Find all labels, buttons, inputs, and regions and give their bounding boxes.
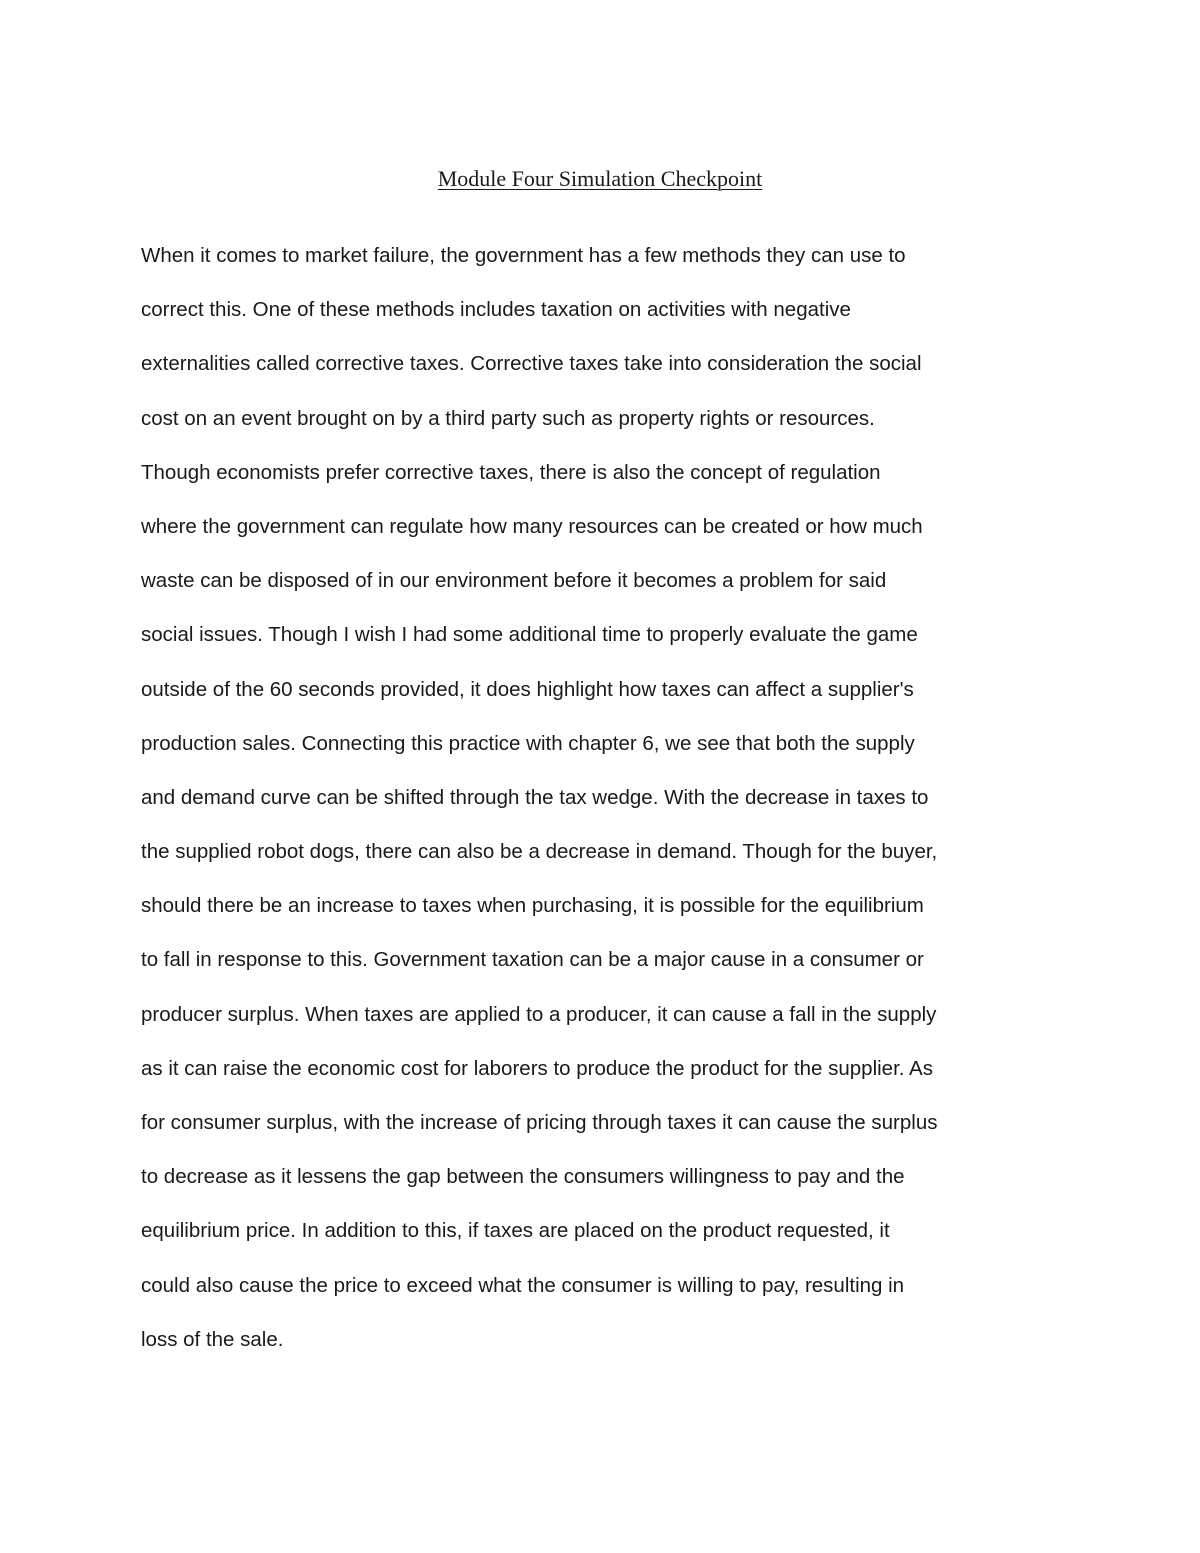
paragraph-line: to fall in response to this. Government taxation can be a major cause in a consumer or (141, 948, 924, 972)
document-title: Module Four Simulation Checkpoint (437, 166, 763, 191)
paragraph-line: the supplied robot dogs, there can also be a decrease in demand. Though for the buyer, (141, 840, 938, 864)
paragraph-line: Though economists prefer corrective taxes, there is also the concept of regulation (141, 460, 881, 484)
paragraph-line: production sales. Connecting this practice with chapter 6, we see that both the supply (141, 731, 915, 755)
paragraph-line: outside of the 60 seconds provided, it does highlight how taxes can affect a supplier's (141, 677, 914, 701)
paragraph-line: When it comes to market failure, the government has a few methods they can use to (141, 244, 906, 267)
paragraph-line: as it can raise the economic cost for laborers to produce the product for the supplier. As (141, 1056, 933, 1080)
paragraph-line: where the government can regulate how many resources can be created or how much (141, 514, 923, 538)
paragraph-line: producer surplus. When taxes are applied to a producer, it can cause a fall in the supply (141, 1002, 937, 1026)
body-paragraph (141, 238, 1081, 1376)
paragraph-line: waste can be disposed of in our environment before it becomes a problem for said (141, 569, 887, 593)
paragraph-line: social issues. Though I wish I had some additional time to properly evaluate the game (141, 623, 918, 647)
paragraph-line: to decrease as it lessens the gap between the consumers willingness to pay and the (141, 1165, 905, 1189)
paragraph-line: loss of the sale. (141, 1327, 284, 1351)
paragraph-line: for consumer surplus, with the increase of pricing through taxes it can cause the surplus (141, 1111, 938, 1134)
paragraph-line: could also cause the price to exceed what the consumer is willing to pay, resulting in (141, 1273, 905, 1297)
paragraph-line: should there be an increase to taxes when purchasing, it is possible for the equilibrium (141, 894, 924, 918)
paragraph-line: correct this. One of these methods includes taxation on activities with negative (141, 298, 851, 322)
paragraph-line: and demand curve can be shifted through the tax wedge. With the decrease in taxes to (141, 785, 929, 809)
paragraph-line: equilibrium price. In addition to this, if taxes are placed on the product requested, it (141, 1219, 890, 1243)
paragraph-line: externalities called corrective taxes. Corrective taxes take into consideration the social (141, 352, 922, 376)
paragraph-line: cost on an event brought on by a third party such as property rights or resources. (141, 406, 875, 430)
